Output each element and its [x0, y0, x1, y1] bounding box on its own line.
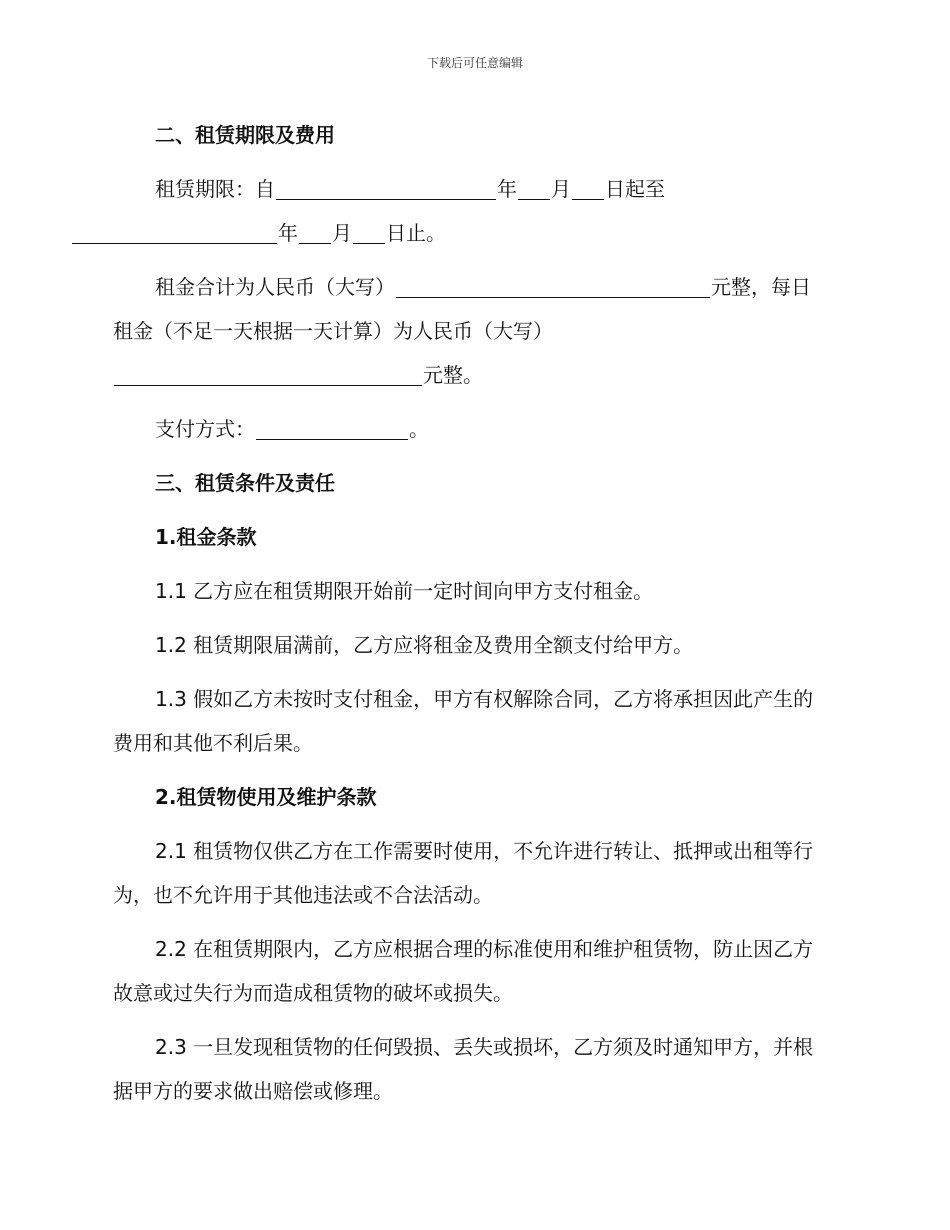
payment-method-label: 支付方式： [155, 417, 255, 441]
end-year-unit: 年 [278, 221, 298, 245]
clause-1-2: 1.2 租赁期限届满前，乙方应将租金及费用全额支付给甲方。 [155, 633, 694, 657]
start-year-unit: 年 [497, 177, 517, 201]
start-day-blank[interactable] [572, 179, 604, 200]
start-day-unit: 日起至 [605, 177, 665, 201]
end-year-blank[interactable] [72, 223, 277, 244]
end-day-unit: 日止。 [386, 221, 446, 245]
clause-1-1: 1.1 乙方应在租赁期限开始前一定时间向甲方支付租金。 [155, 579, 654, 603]
header-note: 下载后可任意编辑 [426, 56, 523, 70]
section-heading-conditions: 三、租赁条件及责任 [155, 471, 335, 495]
payment-method-blank[interactable] [256, 419, 408, 440]
start-month-unit: 月 [551, 177, 571, 201]
document-body [113, 113, 825, 1123]
start-year-blank[interactable] [276, 179, 496, 200]
clause-1-3: 1.3 假如乙方未按时支付租金，甲方有权解除合同，乙方将承担因此产生的费用和其他不利后果。 [113, 687, 814, 755]
payment-method-paragraph [113, 407, 825, 451]
clause-2-1: 2.1 租赁物仅供乙方在工作需要时使用，不允许进行转让、抵押或出租等行为，也不允许用于其他违法或不合法活动。 [113, 839, 814, 907]
clause-2-3: 2.3 一旦发现租赁物的任何毁损、丢失或损坏，乙方须及时通知甲方，并根据甲方的要求做出赔偿或修理。 [113, 1035, 814, 1103]
subsection-heading-rent: 1.租金条款 [155, 525, 257, 549]
payment-method-suffix: 。 [409, 417, 429, 441]
rent-total-paragraph [113, 265, 825, 397]
subsection-heading-use-maintenance: 2.租赁物使用及维护条款 [155, 785, 377, 809]
rent-total-suffix: 元整，每日租金（不足一天根据一天计算）为人民币（大写） [113, 275, 811, 343]
end-month-unit: 月 [332, 221, 352, 245]
clause-2-2: 2.2 在租赁期限内，乙方应根据合理的标准使用和维护租赁物，防止因乙方故意或过失行为而造成租赁物的破坏或损失。 [113, 937, 814, 1005]
lease-term-paragraph [113, 167, 825, 255]
rent-total-blank[interactable] [396, 277, 710, 298]
rent-total-prefix: 租金合计为人民币（大写） [155, 275, 395, 299]
end-month-blank[interactable] [299, 223, 331, 244]
section-heading-term-fees: 二、租赁期限及费用 [155, 123, 335, 147]
start-month-blank[interactable] [518, 179, 550, 200]
end-day-blank[interactable] [353, 223, 385, 244]
rent-daily-blank[interactable] [114, 365, 422, 386]
lease-term-label: 租赁期限：自 [155, 177, 275, 201]
rent-daily-suffix: 元整。 [423, 363, 483, 387]
